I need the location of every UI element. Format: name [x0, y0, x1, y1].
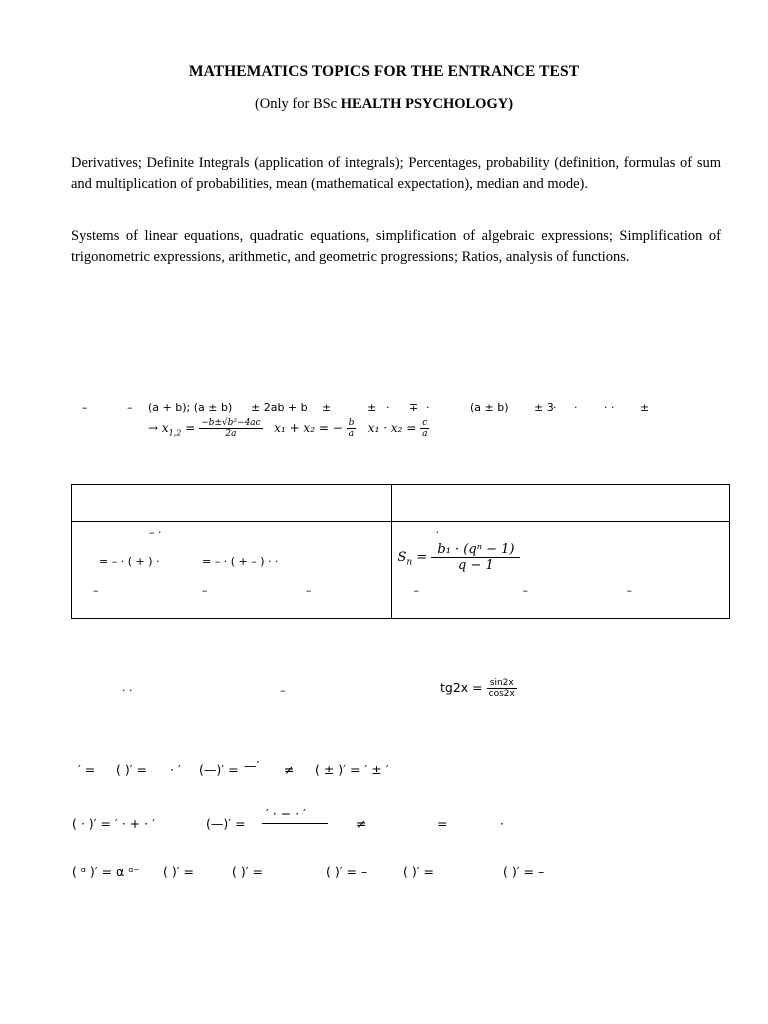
arithmetic-dash-b: – [202, 584, 208, 597]
derivative-row1-item-4: (—)′ = [199, 762, 239, 777]
vieta-sum-fraction [347, 418, 357, 439]
derivative-row2-item-3: ′ · − · ′ [262, 806, 328, 824]
arithmetic-dash-c: – [306, 584, 312, 597]
identity-expr-2: ± 2ab + b [251, 401, 308, 414]
page-title: MATHEMATICS TOPICS FOR THE ENTRANCE TEST [188, 63, 580, 80]
derivative-row2-item-4: ≠ [356, 816, 367, 831]
tg-lhs: tg2x = [440, 680, 483, 695]
identity-pm-3: ± [640, 401, 650, 414]
identity-pm-2: ± [367, 401, 377, 414]
quadratic-numerator: −b±√b²−4ac [201, 418, 261, 428]
vieta-sum-num: b [348, 418, 355, 428]
derivative-row3-item-5: ( )′ = [403, 864, 435, 879]
derivative-row2-item-2: (—)′ = [206, 816, 246, 831]
sn-label: S [397, 550, 407, 565]
geometric-dash-c: – [626, 584, 632, 597]
identity-dot-3: · [553, 401, 557, 414]
identity-dot-1: · [386, 401, 390, 414]
quadratic-formula: → $x_{1,2}$ = $\frac{\text{−b±√b²−4ac}}{2a}$ x₁ + x₂ = − $\frac{b}{a}$ x₁ · x₂ = $\frac{c}{a}$ [148, 418, 428, 439]
topics-paragraph-1: Derivatives; Definite Integrals (application of integrals); Percentages, probability (definition, formulas of sum and multiplication of probabilities, mean (mathematical expectation), median and mode). [71, 155, 721, 192]
vieta-prod-fraction [420, 418, 429, 439]
sn-denominator: q − 1 [458, 558, 494, 573]
x12-subscript: 1,2 [168, 428, 182, 438]
derivative-row3-item-4: ( )′ = – [326, 864, 368, 879]
arrow-symbol: → [148, 421, 159, 435]
arithmetic-formula-cell [72, 522, 392, 619]
progressions-formula-row [72, 522, 730, 619]
derivative-row1-item-7: ( ± )′ = ′ ± ′ [315, 762, 389, 777]
tangent-double-angle-formula [440, 678, 517, 699]
derivative-row1-item-1: ′ = [78, 762, 96, 777]
identity-dash-1: – [82, 401, 88, 414]
identity-expr-4: ± 3 [534, 401, 554, 414]
vieta-prod-den: a [422, 429, 428, 439]
tg-numerator: sin2x [487, 678, 517, 689]
tg-fraction [487, 678, 517, 699]
derivative-row2-item-5: = [437, 816, 448, 831]
identity-dot-5: · · [604, 401, 615, 414]
geometric-top-mark: · [435, 526, 439, 539]
progressions-table [71, 484, 730, 619]
identity-dash-2: – [127, 401, 133, 414]
subtitle-prefix: (Only for BSc [254, 96, 341, 112]
derivative-row3-item-2: ( )′ = [163, 864, 195, 879]
quadratic-fraction [199, 418, 263, 439]
geometric-header-cell [391, 485, 730, 522]
identity-expr-1: (a + b); (a ± b) [148, 401, 233, 414]
geometric-sum-formula: $S_n$ = $\frac{\text{b₁ · (qⁿ − 1)}}{q - 1}$ [398, 542, 521, 573]
derivative-row3-item-1: ( ᵅ )′ = α ᵅ⁻ [72, 864, 140, 879]
derivative-row3-item-3: ( )′ = [232, 864, 264, 879]
quadratic-denominator: 2a [225, 429, 237, 439]
arithmetic-header-cell [72, 485, 392, 522]
progressions-header-row [72, 485, 730, 522]
derivative-row1-item-2: ( )′ = [116, 762, 148, 777]
identity-dot-2: · [426, 401, 430, 414]
identity-mp: ∓ [409, 401, 419, 414]
vieta-prod-lhs: x₁ · x₂ = [367, 421, 417, 435]
vieta-prod-num: c [420, 418, 429, 429]
derivative-row1-item-5: —′ [244, 758, 260, 773]
sn-fraction [431, 542, 520, 573]
geometric-dash-a: – [413, 584, 419, 597]
geometric-formula-cell [391, 522, 730, 619]
identity-expr-3: (a ± b) [470, 401, 509, 414]
sn-subscript: n [406, 557, 413, 568]
geometric-dash-b: – [522, 584, 528, 597]
arithmetic-dash-a: – [93, 584, 99, 597]
arithmetic-sum-formula: = – · ( + – ) · · [202, 555, 279, 568]
identity-pm-1: ± [322, 401, 332, 414]
derivative-row3-item-6: ( )′ = – [503, 864, 545, 879]
sn-numerator: b₁ · (qⁿ − 1) [431, 542, 520, 558]
derivative-row1-item-3: · ′ [170, 762, 181, 777]
trig-dash: – [280, 684, 286, 697]
topics-paragraph-2: Systems of linear equations, quadratic equations, simplification of algebraic expressions; Simplification of trigonometric expressions, arithmetic, and geometric progressions; Ratios, analysis of functions. [71, 228, 721, 265]
trig-marks: · · [122, 684, 133, 697]
vieta-sum-lhs: x₁ + x₂ = − [274, 421, 343, 435]
arithmetic-top-marks: – · [149, 526, 162, 539]
derivative-row2-item-6: · [500, 816, 504, 831]
tg-denominator: cos2x [488, 689, 515, 699]
derivative-row1-item-6: ≠ [284, 762, 295, 777]
identity-dot-4: · [574, 401, 578, 414]
page-subtitle [0, 96, 768, 113]
subtitle-bold: HEALTH PSYCHOLOGY) [340, 96, 514, 112]
x12-label: x [161, 421, 169, 435]
vieta-sum-den: a [348, 429, 355, 439]
derivative-row2-item-1: ( · )′ = ′ · + · ′ [72, 816, 155, 831]
arithmetic-term-formula: = – · ( + ) · [99, 555, 160, 568]
